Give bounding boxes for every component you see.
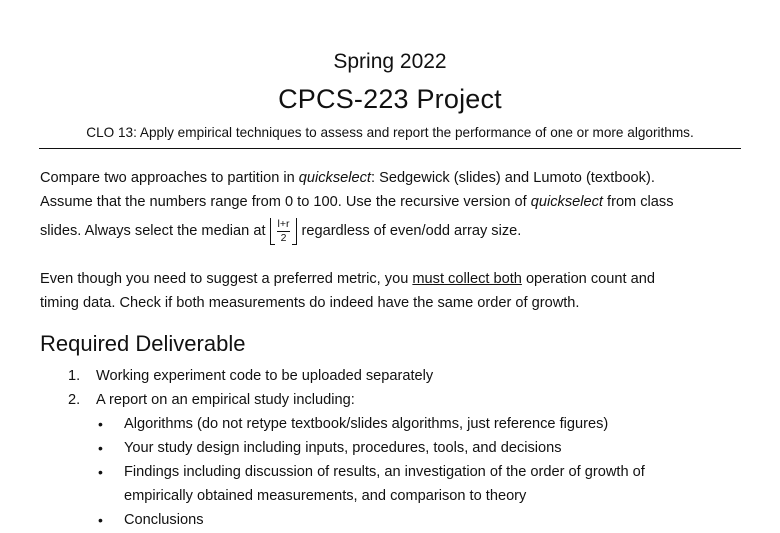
fraction-numerator: l+r xyxy=(277,217,290,230)
sub-list-item xyxy=(40,508,740,532)
task-line-1 xyxy=(40,166,740,190)
sub-list-item-text: Your study design including inputs, procedures, tools, and decisions xyxy=(124,440,562,456)
list-item xyxy=(40,388,740,412)
fraction-denominator: 2 xyxy=(280,231,287,244)
sub-list-item xyxy=(40,460,740,508)
list-number: 2. xyxy=(68,392,81,408)
metric-text: Even though you need to suggest a preferred metric, you xyxy=(40,271,413,287)
sub-list-item-text: Conclusions xyxy=(124,512,204,528)
task-line-3 xyxy=(40,214,740,248)
sub-list-item-text: Algorithms (do not retype textbook/slides algorithms, just reference figures) xyxy=(124,416,609,432)
task-text: Compare two approaches to partition in xyxy=(40,170,299,186)
task-text: slides. Always select the median at xyxy=(40,223,266,239)
term-label: Spring 2022 xyxy=(333,50,447,73)
list-number: 1. xyxy=(68,368,81,384)
deliverable-list xyxy=(40,364,740,532)
sub-list-item xyxy=(40,412,740,436)
quickselect-term: quickselect xyxy=(298,170,371,186)
sub-list-item-line: Findings including discussion of results, an investigation of the order of growth of xyxy=(124,464,645,480)
task-text: Assume that the numbers range from 0 to 100. Use the recursive version of xyxy=(40,194,531,210)
sub-list-item-line: empirically obtained measurements, and comparison to theory xyxy=(124,488,527,504)
section-heading: Required Deliverable xyxy=(40,331,246,356)
bullet-icon: • xyxy=(98,416,103,432)
emphasis-underlined: must collect both xyxy=(412,271,522,287)
metric-paragraph xyxy=(40,267,740,315)
bullet-icon: • xyxy=(98,440,103,456)
median-fraction xyxy=(275,219,293,244)
header-divider xyxy=(39,148,741,149)
bullet-icon: • xyxy=(98,512,103,528)
floor-right-bracket xyxy=(292,218,297,245)
task-paragraph xyxy=(40,166,740,248)
list-item-text: A report on an empirical study including: xyxy=(96,392,355,408)
metric-line-2: timing data. Check if both measurements do indeed have the same order of growth. xyxy=(40,295,580,311)
task-line-2 xyxy=(40,190,740,214)
sub-list-item-text xyxy=(124,460,740,508)
bullet-icon: • xyxy=(98,464,103,480)
sub-list-item xyxy=(40,436,740,460)
task-text: : Sedgewick (slides) and Lumoto (textbook). xyxy=(370,170,655,186)
list-item xyxy=(40,364,740,388)
list-item-text: Working experiment code to be uploaded separately xyxy=(96,368,434,384)
quickselect-term: quickselect xyxy=(530,194,603,210)
clo-statement: CLO 13: Apply empirical techniques to assess and report the performance of one or more algorithms. xyxy=(86,125,694,140)
page-title: CPCS-223 Project xyxy=(278,84,502,114)
task-text: regardless of even/odd array size. xyxy=(301,223,522,239)
metric-text: operation count and xyxy=(521,271,655,287)
metric-line-1 xyxy=(40,267,740,291)
median-floor-formula xyxy=(270,218,298,245)
task-text: from class xyxy=(602,194,674,210)
